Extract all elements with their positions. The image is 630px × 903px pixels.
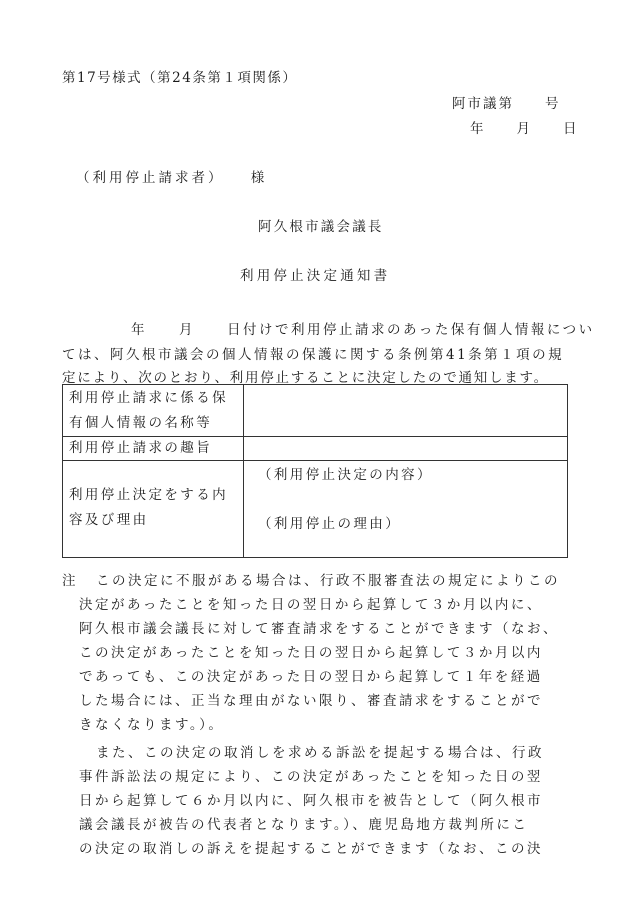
row-value-purpose <box>244 437 568 461</box>
document-title: 利用停止決定通知書 <box>240 268 391 284</box>
label-line: 有個人情報の名称等 <box>69 415 213 431</box>
form-number: 第17号様式（第24条第１項関係） <box>62 70 298 86</box>
note-line: であっても、この決定があった日の翌日から起算して１年を経過 <box>79 669 543 685</box>
decision-reason-label: （利用停止の理由） <box>258 516 402 532</box>
table-row <box>63 437 568 461</box>
note-line: 阿久根市議会議長に対して審査請求をすることができます（なお、 <box>79 621 559 637</box>
addressee: （利用停止請求者） 様 <box>76 170 268 186</box>
note-line: 日から起算して６か月以内に、阿久根市を被告として（阿久根市 <box>79 793 543 809</box>
document-number: 阿市議第 号 <box>452 96 561 112</box>
decision-content-label: （利用停止決定の内容） <box>258 467 433 483</box>
label-line: 利用停止決定をする内 <box>69 487 228 503</box>
note-line: この決定に不服がある場合は、行政不服審査法の規定によりこの <box>96 573 560 589</box>
body-line: 年 月 日付けで利用停止請求のあった保有個人情報につい <box>131 322 595 338</box>
sender: 阿久根市議会議長 <box>258 219 384 235</box>
document-date: 年 月 日 <box>470 121 579 137</box>
label-line: 容及び理由 <box>69 512 149 528</box>
row-value-info-name <box>244 385 568 437</box>
row-label-purpose: 利用停止請求の趣旨 <box>63 437 244 461</box>
note-line: の決定の取消しの訴えを提起することができます（なお、この決 <box>79 841 543 857</box>
note-prefix: 注 <box>62 573 78 589</box>
note-line: 事件訴訟法の規定により、この決定があったことを知った日の翌 <box>79 769 543 785</box>
note-line: 議会議長が被告の代表者となります。）、鹿児島地方裁判所にこ <box>79 817 529 833</box>
row-value-decision <box>244 461 568 558</box>
table-row <box>63 385 568 437</box>
body-line: 定により、次のとおり、利用停止することに決定したので通知します。 <box>62 370 549 386</box>
info-table <box>62 384 568 558</box>
note-line: 決定があったことを知った日の翌日から起算して３か月以内に、 <box>79 597 543 613</box>
note-line: また、この決定の取消しを求める訴訟を提起する場合は、行政 <box>96 745 544 761</box>
table-row <box>63 461 568 558</box>
note-line: した場合には、正当な理由がない限り、審査請求をすることがで <box>79 693 543 709</box>
row-label-info-name <box>63 385 244 437</box>
body-line: ては、阿久根市議会の個人情報の保護に関する条例第41条第１項の規 <box>62 347 565 363</box>
note-line: この決定があったことを知った日の翌日から起算して３か月以内 <box>79 645 543 661</box>
row-label-decision <box>63 461 244 558</box>
label-line: 利用停止請求に係る保 <box>69 390 228 406</box>
note-line: きなくなります。）。 <box>79 717 225 733</box>
